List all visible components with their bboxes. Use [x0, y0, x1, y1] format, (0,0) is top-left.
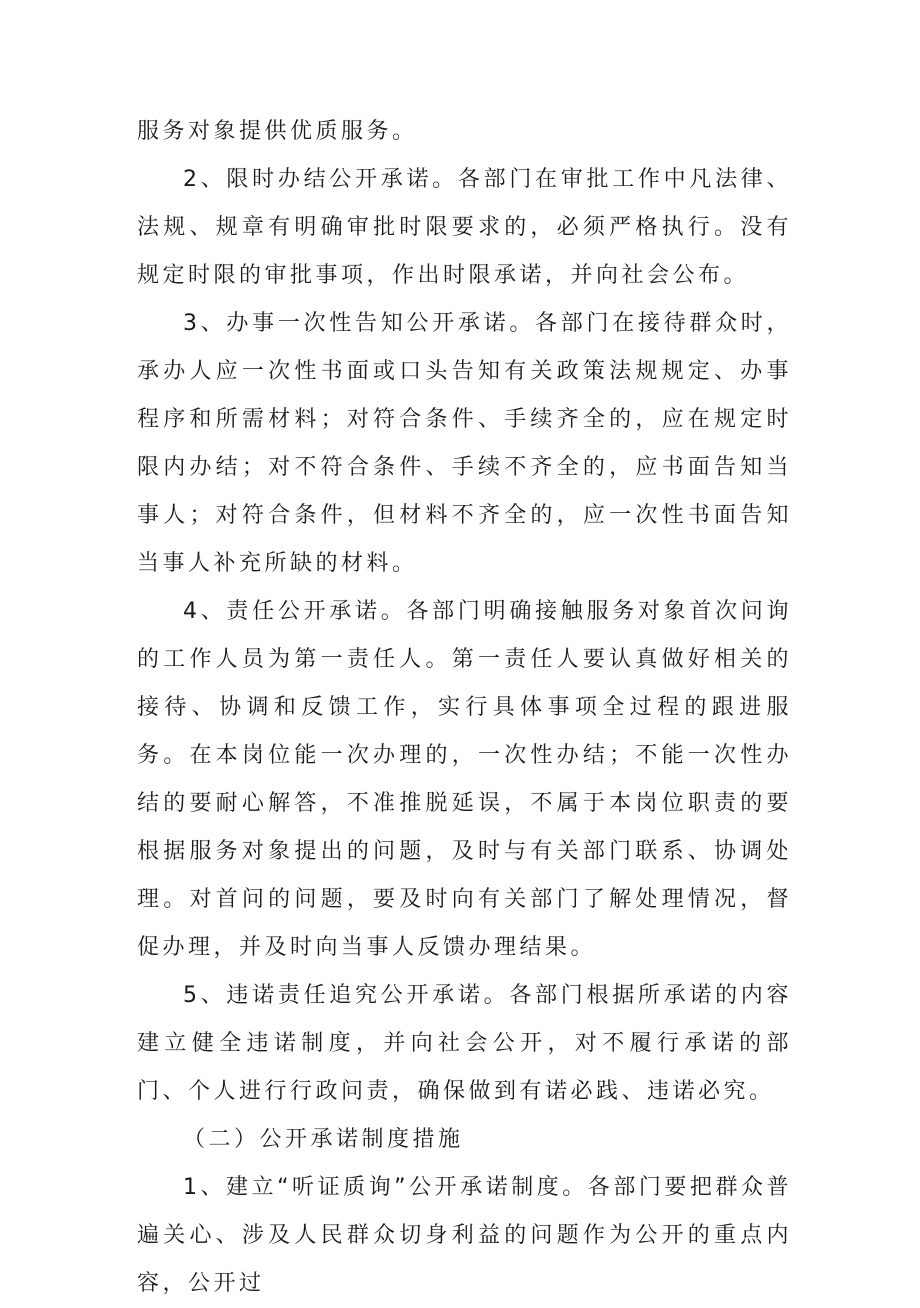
paragraph-item-1: 1、建立“听证质询”公开承诺制度。各部门要把群众普遍关心、涉及人民群众切身利益的问题作为公开的重点内容，公开过 — [137, 1175, 792, 1296]
paragraph-continuation: 服务对象提供优质服务。 — [137, 119, 418, 144]
paragraph-item-5: 5、违诺责任追究公开承诺。各部门根据所承诺的内容建立健全违诺制度，并向社会公开，对不履行承诺的部门、个人进行行政问责，确保做到有诺必践、违诺必究。 — [137, 983, 792, 1104]
paragraph-item-4: 4、责任公开承诺。各部门明确接触服务对象首次问询的工作人员为第一责任人。第一责任人要认真做好相关的接待、协调和反馈工作，实行具体事项全过程的跟进服务。在本岗位能一次办理的，一次性办结；不能一次性办结的要耐心解答，不准推脱延误，不属于本岗位职责的要根据服务对象提出的问题，及时与有关部门联系、协调处理。对首问的问题，要及时向有关部门了解处理情况，督促办理，并及时向当事人反馈办理结果。 — [137, 599, 792, 960]
section-heading: （二）公开承诺制度措施 — [183, 1127, 464, 1152]
document-body — [137, 108, 792, 1308]
paragraph-item-2: 2、限时办结公开承诺。各部门在审批工作中凡法律、法规、规章有明确审批时限要求的，必须严格执行。没有规定时限的审批事项，作出时限承诺，并向社会公布。 — [137, 167, 792, 288]
paragraph-item-3: 3、办事一次性告知公开承诺。各部门在接待群众时，承办人应一次性书面或口头告知有关政策法规规定、办事程序和所需材料；对符合条件、手续齐全的，应在规定时限内办结；对不符合条件、手续不齐全的，应书面告知当事人；对符合条件，但材料不齐全的，应一次性书面告知当事人补充所缺的材料。 — [137, 311, 792, 576]
